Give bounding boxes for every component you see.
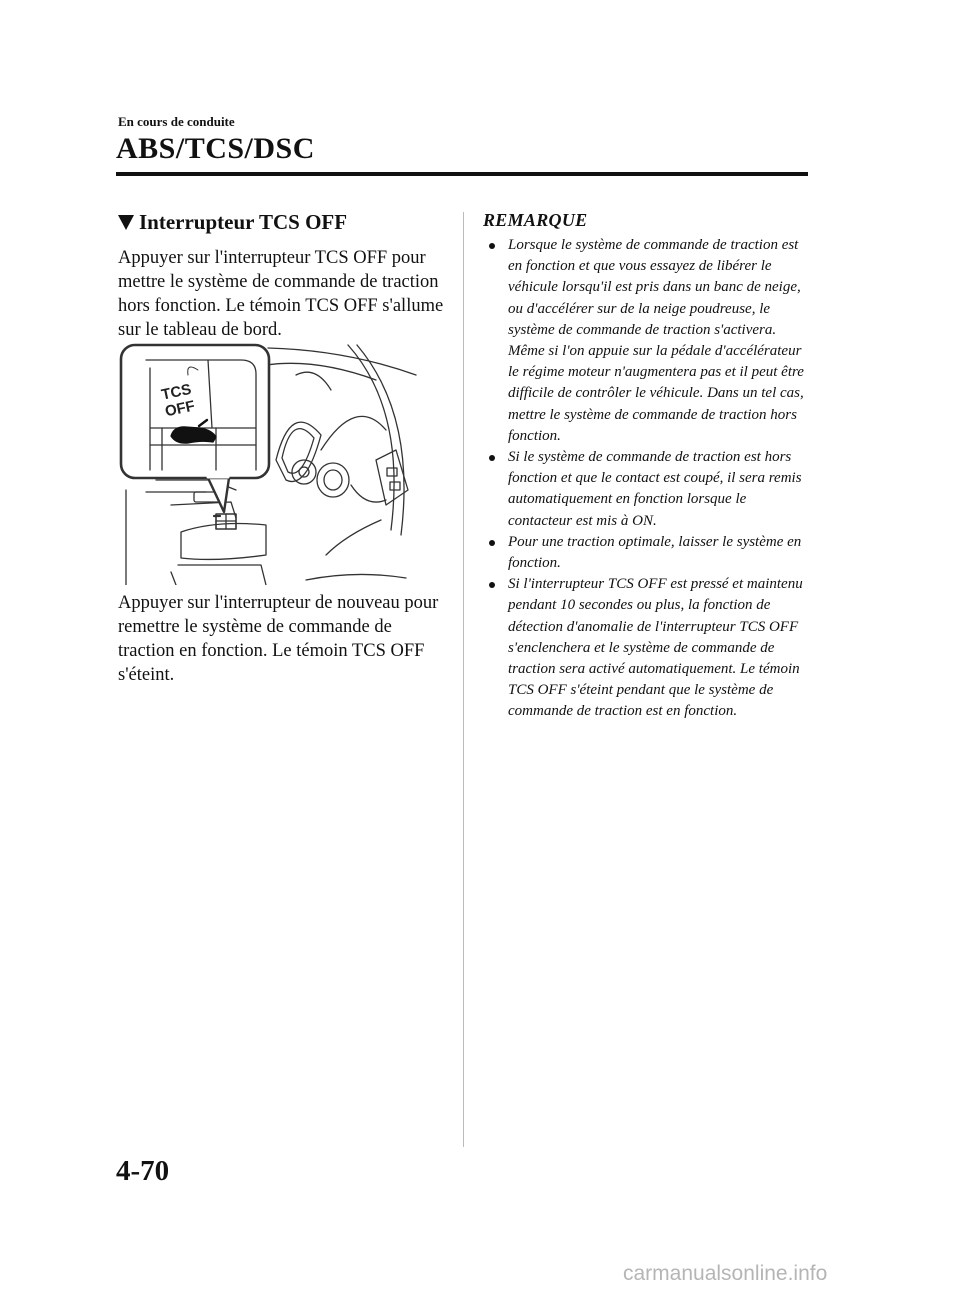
list-item-text: Pour une traction optimale, laisser le système en fonction.	[508, 533, 802, 572]
triangle-down-icon	[118, 215, 134, 230]
list-item-text: Si le système de commande de traction est hors fonction et que le contact est coupé, il sera remis automatiquement en fonction lorsque le contacteur est mis à ON.	[508, 449, 802, 529]
bullet-icon	[489, 582, 495, 588]
section-heading-text: Interrupteur TCS OFF	[139, 210, 348, 234]
paragraph-switch-on: Appuyer sur l'interrupteur de nouveau pour remettre le système de commande de traction en fonction. Le témoin TCS OFF s'éteint.	[118, 593, 439, 685]
section-heading	[118, 210, 347, 235]
list-item	[486, 574, 806, 722]
remark-list	[486, 235, 806, 723]
bullet-icon	[489, 243, 495, 249]
callout-label-tcs: TCS	[159, 380, 193, 404]
watermark: carmanualsonline.info	[623, 1262, 828, 1285]
remark-heading: REMARQUE	[483, 210, 588, 230]
tcs-off-switch-illustration	[116, 340, 442, 585]
callout-label-off: OFF	[163, 397, 197, 421]
list-item	[486, 447, 806, 532]
bullet-icon	[489, 455, 495, 461]
paragraph-switch-off: Appuyer sur l'interrupteur TCS OFF pour mettre le système de commande de traction hors fonction. Le témoin TCS OFF s'allume sur le tableau de bord.	[118, 248, 444, 340]
section-label: En cours de conduite	[118, 114, 235, 129]
page-title: ABS/TCS/DSC	[116, 132, 315, 165]
column-divider	[463, 212, 464, 1147]
list-item-text: Si l'interrupteur TCS OFF est pressé et maintenu pendant 10 secondes ou plus, la fonction de détection d'anomalie de l'interrupteur TCS OFF s'enclenchera et le système de commande de traction sera activé automatiquement. Le témoin TCS OFF s'éteint pendant que le système de commande de traction est en fonction.	[508, 576, 803, 720]
list-item	[486, 235, 806, 447]
bullet-icon	[489, 540, 495, 546]
list-item-text: Lorsque le système de commande de traction est en fonction et que vous essayez de libérer le véhicule lorsqu'il est pris dans un banc de neige, ou d'accélérer sur de la neige poudreuse, le système de commande de traction s'activera. Même si l'on appuie sur la pédale d'accélérateur le régime moteur n'augmentera pas et il peut être difficile de contrôler le véhicule. Dans un tel cas, mettre le système de commande de traction hors fonction.	[508, 237, 804, 444]
page-number: 4-70	[116, 1155, 170, 1187]
list-item	[486, 532, 806, 574]
title-rule	[116, 172, 808, 176]
